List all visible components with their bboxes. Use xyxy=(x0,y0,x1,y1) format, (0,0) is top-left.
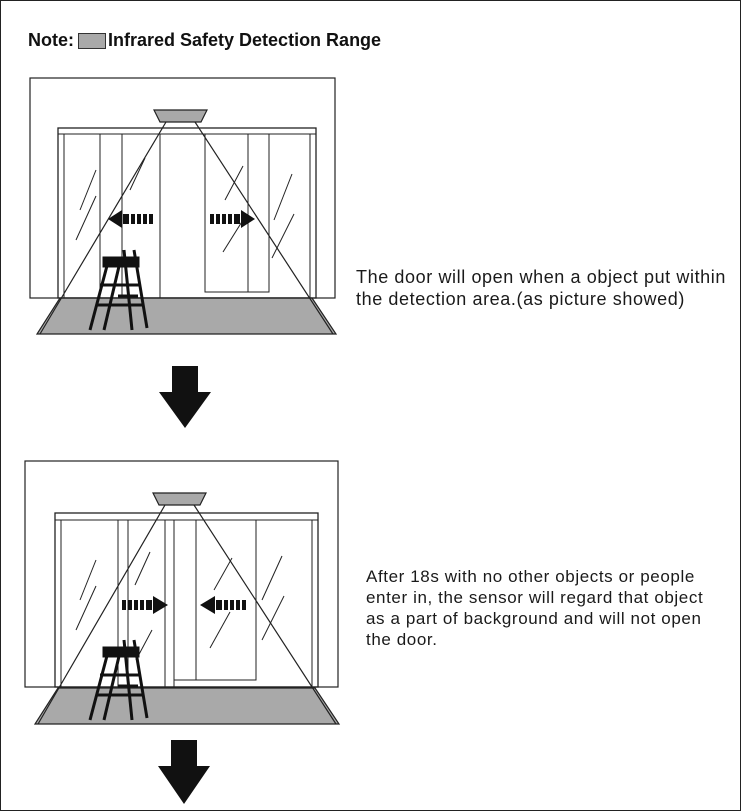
diagram-door-closed xyxy=(25,461,339,804)
diagram-door-open xyxy=(30,78,336,428)
detection-area xyxy=(35,688,339,724)
infrared-sensor-icon xyxy=(153,493,206,505)
step-2-description: After 18s with no other objects or people enter in, the sensor will regard that object as a part of background and will not open the door. xyxy=(366,567,704,649)
note-prefix: Note: xyxy=(28,30,74,50)
down-arrow-icon xyxy=(159,366,211,428)
infrared-sensor-icon xyxy=(154,110,207,122)
detection-area xyxy=(37,298,336,334)
down-arrow-icon xyxy=(158,740,210,804)
step-1-description: The door will open when a object put within the detection area.(as picture showed) xyxy=(356,267,727,309)
note-label: Infrared Safety Detection Range xyxy=(108,30,382,50)
